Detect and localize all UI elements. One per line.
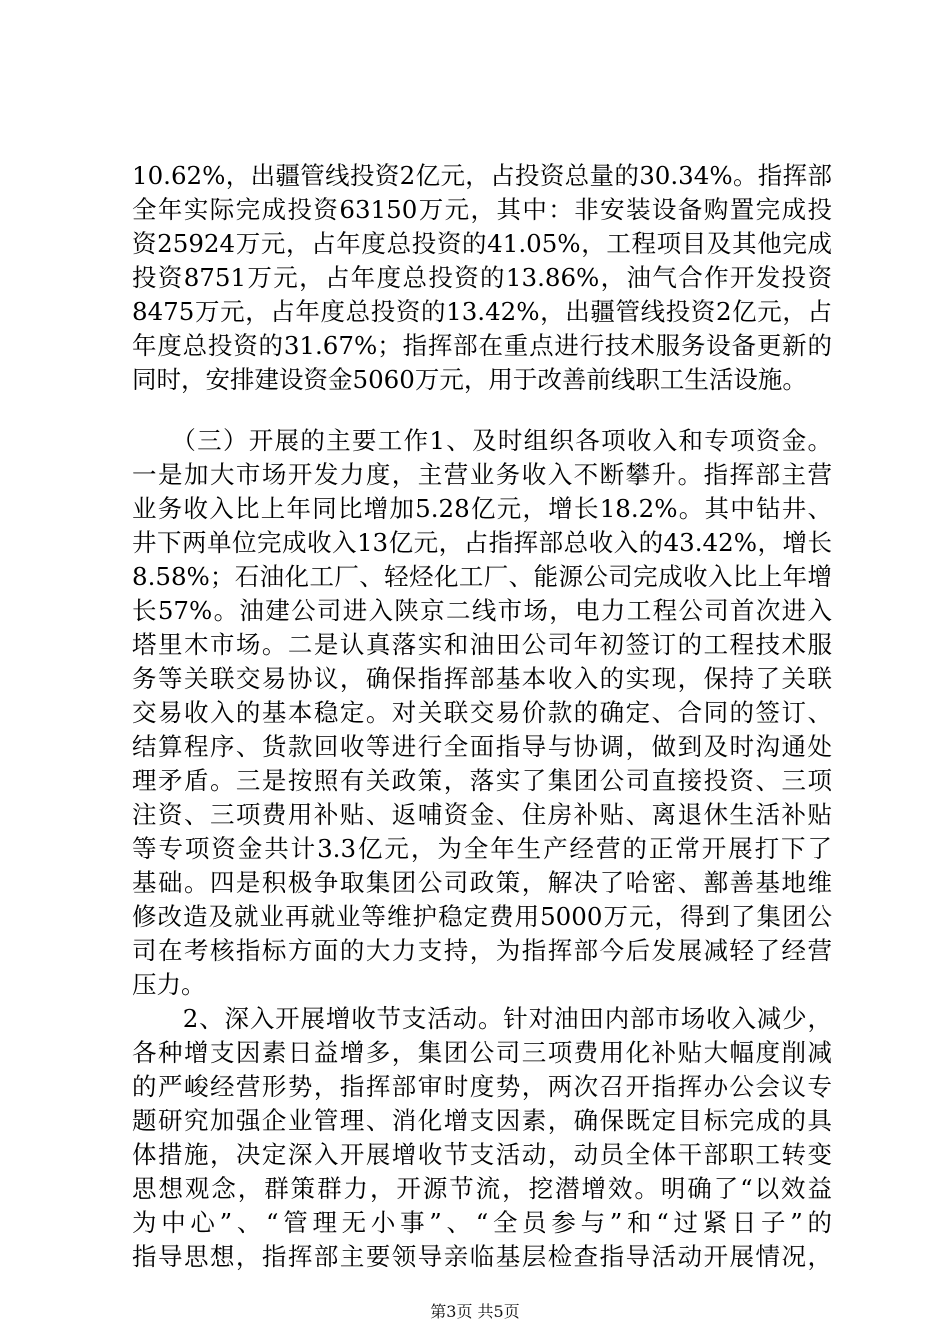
text-line: 一是加大市场开发力度，主营业务收入不断攀升。指挥部主营 xyxy=(132,460,832,489)
text-line: 理矛盾。三是按照有关政策，落实了集团公司直接投资、三项 xyxy=(132,766,832,795)
text-line: 交易收入的基本稳定。对关联交易价款的确定、合同的签订、 xyxy=(132,698,832,727)
text-line: 8.58%；石油化工厂、轻烃化工厂、能源公司完成收入比上年增 xyxy=(132,562,832,591)
text-line: 修改造及就业再就业等维护稳定费用5000万元，得到了集团公 xyxy=(132,902,832,931)
text-line: 资25924万元，占年度总投资的41.05%，工程项目及其他完成 xyxy=(132,229,832,258)
text-line: 基础。四是积极争取集团公司政策，解决了哈密、鄯善基地维 xyxy=(132,868,832,897)
text-line: 长57%。油建公司进入陕京二线市场，电力工程公司首次进入 xyxy=(132,596,832,625)
text-line: 为中心”、“管理无小事”、“全员参与”和“过紧日子”的 xyxy=(132,1208,832,1237)
text-line: 2、深入开展增收节支活动。针对油田内部市场收入减少， xyxy=(132,1004,832,1033)
page-footer: 第3页 共5页 xyxy=(430,1302,520,1321)
text-line: 注资、三项费用补贴、返哺资金、住房补贴、离退休生活补贴 xyxy=(132,800,832,829)
text-line: 同时，安排建设资金5060万元，用于改善前线职工生活设施。 xyxy=(132,365,807,394)
text-line: （三）开展的主要工作1、及时组织各项收入和专项资金。 xyxy=(132,426,832,455)
text-line: 的严峻经营形势，指挥部审时度势，两次召开指挥办公会议专 xyxy=(132,1072,832,1101)
text-line: 等专项资金共计3.3亿元，为全年生产经营的正常开展打下了 xyxy=(132,834,832,863)
text-line: 年度总投资的31.67%；指挥部在重点进行技术服务设备更新的 xyxy=(132,331,832,360)
text-line: 压力。 xyxy=(132,970,206,999)
text-line: 业务收入比上年同比增加5.28亿元，增长18.2%。其中钻井、 xyxy=(132,494,832,523)
text-line: 务等关联交易协议，确保指挥部基本收入的实现，保持了关联 xyxy=(132,664,832,693)
text-line: 塔里木市场。二是认真落实和油田公司年初签订的工程技术服 xyxy=(132,630,832,659)
text-line: 全年实际完成投资63150万元，其中：非安装设备购置完成投 xyxy=(132,195,832,224)
text-line: 体措施，决定深入开展增收节支活动，动员全体干部职工转变 xyxy=(132,1140,832,1169)
text-line: 题研究加强企业管理、消化增支因素，确保既定目标完成的具 xyxy=(132,1106,832,1135)
text-line: 思想观念，群策群力，开源节流，挖潜增效。明确了“以效益 xyxy=(132,1174,832,1203)
text-line: 结算程序、货款回收等进行全面指导与协调，做到及时沟通处 xyxy=(132,732,832,761)
text-line: 10.62%，出疆管线投资2亿元，占投资总量的30.34%。指挥部 xyxy=(132,161,832,190)
text-line: 投资8751万元，占年度总投资的13.86%，油气合作开发投资 xyxy=(132,263,832,292)
text-line: 指导思想，指挥部主要领导亲临基层检查指导活动开展情况， xyxy=(132,1242,832,1271)
text-line: 8475万元，占年度总投资的13.42%，出疆管线投资2亿元，占 xyxy=(132,297,832,326)
text-line: 司在考核指标方面的大力支持，为指挥部今后发展减轻了经营 xyxy=(132,936,832,965)
text-line: 井下两单位完成收入13亿元，占指挥部总收入的43.42%，增长 xyxy=(132,528,832,557)
text-line: 各种增支因素日益增多，集团公司三项费用化补贴大幅度削减 xyxy=(132,1038,832,1067)
